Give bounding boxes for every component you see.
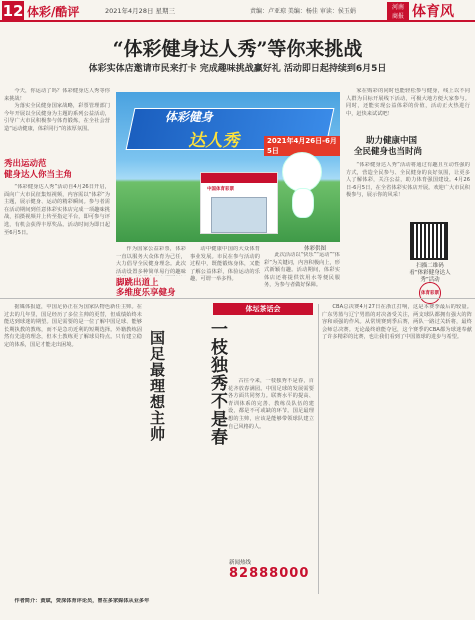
right-heading-line1: 助力健康中国	[366, 136, 418, 146]
section1-body-continued: 作为国家公益彩票，体彩一直以服务大众体育为己任，大力倡导全民健身理念。此次活动设置多种简单易行的趣味	[116, 246, 186, 275]
banner-main-text: 达人秀	[187, 131, 243, 151]
commentary-mid-column: 古往今来，一枝独秀不是春，百花齐放春满园。中国足球的发展需要各方面共同努力。联赛水平的提高、青训体系的完善、教练员队伍的建设，都是不可或缺的环节。国足最理想的主帅，应该是能够带领球队建立自己风格的人。	[228, 378, 314, 430]
store-door	[211, 197, 267, 233]
right-column-body: 家在购彩的同时也能轻松参与健身，线上以不同人群为目标开展线下活动，可极大地方便大家参与。同时，还能实现公益体彩的价值，活动正火热进行中，赶快来试试吧！	[346, 88, 470, 117]
headline: “体彩健身达人秀”等你来挑战	[112, 38, 363, 60]
commentary-right-column: CBA总决赛4月27日在浙江打响，这是本赛季最后的较量。广东男篮与辽宁男篮的对决备受关注，两支球队都拥有强大的阵容和顽强的作风。从常规赛到季后赛，两队一路过关斩将，最终会师总决赛。无论最终谁能夺冠，这个赛季的CBA都为球迷奉献了许多精彩的比赛，也让我们看到了中国篮球的进步与希望。	[322, 304, 472, 341]
section1-body: “体彩健身达人秀”活动自4月26日开启，面向广大市民征集短视频，内容需以“体彩”为主题，展示健身、运动的精彩瞬间。参与者需在活动期间到任意体彩实体店完成一项趣味挑战，拍摄视频并上传至指定平台，即可参与评选，有机会获得丰厚奖品。活动时间为即日起至6月5日。	[4, 184, 110, 236]
right-column-body-2: “体彩健身达人秀”活动将通过有趣且互动性强的方式，营造全民参与、全民健身的良好氛围，让更多人了解体彩，关注公益，助力体育强国建设。4月26日-6月5日，在全省体彩实体店开展。欢迎广大市民积极参与，展示你的风采！	[346, 162, 470, 199]
mascot-figure	[282, 152, 322, 192]
event-photo	[116, 92, 340, 242]
qr-code[interactable]	[410, 222, 448, 260]
page-number: 12	[2, 2, 24, 20]
commentary-left-column: 据媒体报道，中国足协正在为国家队物色新任主帅。在过去的几年里，国足经历了多位主帅的更替，但成绩始终未能达到球迷的期望。国足需要的是一位了解中国足球、能够长期执教的教练，而不是急功近利的短期选择。外籍教练固然有先进的理念，但本土教练更了解球员特点。只有建立稳定的体系，国足才能走出困境。	[4, 304, 142, 348]
intro-text: 今天，你运动了吗？体彩健身达人秀等你来挑战！ 为落实全民健身国家战略，彩票管理部门今年开展以全民健身为主题的系列公益活动，引导广大市民积极参与体育锻炼，在全社会营造“运动健康，体彩同行”的浓厚氛围。	[4, 88, 110, 132]
mid-column-2: 此次活动以“快乐”“运动”“体彩”为关键词，内容积极向上，形式新颖有趣。活动期间，体彩实体店还将提供饮用水等便民服务，为参与者做好保障。	[264, 252, 340, 289]
right-heading-line2: 全民健身也当时尚	[354, 147, 423, 157]
mid-column-1: 动中健康中国的大众体育事业发展。市民在参与活动的过程中，既能锻炼身体，又能了解公益体彩，体验运动的乐趣，可谓一举多得。	[190, 246, 260, 283]
banner-date: 2021年4月26日-6月5日	[264, 136, 340, 156]
column-divider	[318, 304, 319, 594]
commentary-headline-1: 一枝独秀不是春	[207, 320, 227, 446]
section2-heading-line1: 脚跳出道上	[116, 278, 159, 288]
logo-name: 体育风	[412, 4, 454, 20]
masthead-logo	[387, 1, 473, 21]
section2-heading-line2: 多维度乐享健身	[116, 288, 176, 298]
column-title-box: 体坛茶话会	[213, 303, 313, 315]
qr-caption: 扫描二维码 看“体彩健身达人秀”活动	[409, 263, 451, 283]
banner-top-text: 体彩健身	[164, 110, 216, 124]
section-divider	[0, 298, 475, 299]
page-header	[0, 0, 475, 22]
section-name: 体彩/酷评	[27, 5, 80, 19]
hotline-number: 82888000	[229, 566, 310, 581]
section1-heading-line1: 秀出运动范	[4, 159, 47, 169]
issue-date: 2021年4月28日 星期三	[105, 7, 176, 15]
hotline-box	[229, 558, 310, 584]
mascot-body	[292, 188, 314, 218]
photo-credit: 体彩供图	[304, 246, 327, 252]
author-bio: 作者简介：黄斌，资深体育评论员，曾在多家媒体从业多年	[14, 598, 150, 604]
subheadline: 体彩实体店邀请市民来打卡 完成趣味挑战赢好礼 活动即日起持续到6月5日	[88, 64, 387, 74]
lottery-store	[200, 172, 278, 234]
logo-badge: 河南 商报	[387, 2, 409, 21]
editor-credits: 责编：卢亚琼 美编：杨佳 审读：侯玉娟	[250, 8, 356, 15]
section1-heading-line2: 健身达人你当主角	[4, 170, 73, 180]
lottery-badge: 体育彩票	[419, 282, 441, 304]
store-sign: 中国体育彩票	[207, 187, 234, 192]
commentary-headline-2: 国足最理想主帅	[148, 330, 166, 442]
hotline-label: 新闻热线	[229, 560, 252, 566]
